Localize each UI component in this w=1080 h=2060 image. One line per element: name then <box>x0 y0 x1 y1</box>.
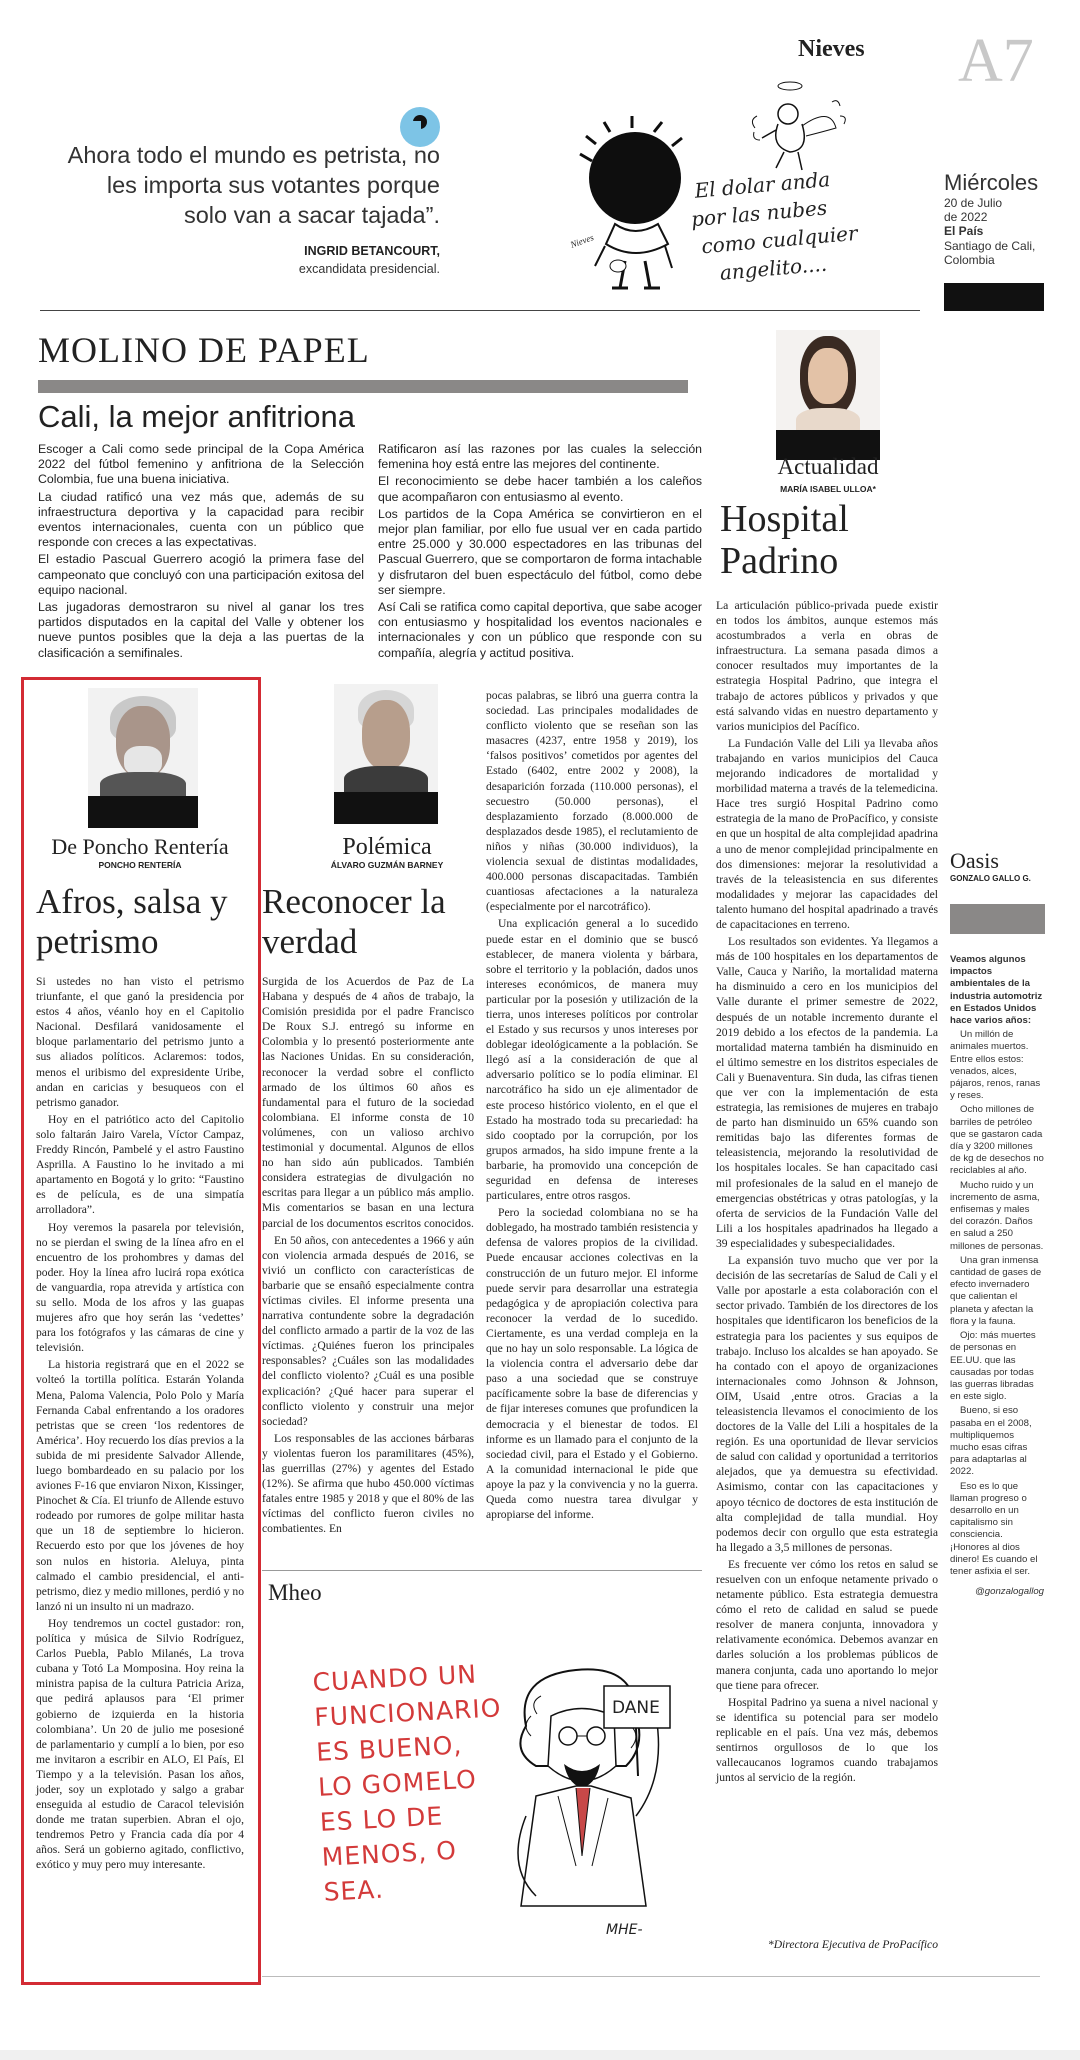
renteria-author: PONCHO RENTERÍA <box>98 860 182 870</box>
barney-column-name: Polémica <box>342 834 432 860</box>
dateline-black-bar <box>944 283 1044 311</box>
ulloa-author: MARÍA ISABEL ULLOA* <box>780 484 876 494</box>
oasis-item: Bueno, si eso pasaba en el 2008, multipliquemos mucho esas cifras para adaptarlas al 2022. <box>950 1405 1032 1478</box>
oasis-column-name: Oasis <box>950 848 999 873</box>
paragraph: La expansión tuvo mucho que ver por la decisión de las secretarías de Salud de Cali y el Valle por apostarle a esta colaboración con el sector privado. También de los directores de los hospitales que identificaron los beneficios de la estrategia para los pacientes y sus equipos de trabajo. Incluso los alcaldes se han apoyado. Se ha contado con el apoyo de organizaciones internacionales como Johnson & Johnson, OIM, Usaid ,entre otros. Gracias a la teleasistencia llevamos el conocimiento de los doctores de la Valle del Lili a hospitales de la región. Es una oportunidad de llevar servicios de salud con calidad y oportunidad a territorios alejados, que ya demuestra su efectividad. Asimismo, contar con las capacitaciones y apoyo técnico de doctores de esta institución de alta complejidad de talla mundial. Hoy podemos decir con orgullo que esta estrategia ha llegado a 3,5 millones de personas. <box>716 1254 938 1554</box>
handwriting-line: ES LO DE <box>319 1801 444 1837</box>
header-quote: Ahora todo el mundo es petrista, no les importa sus votantes porque solo van a sacar tajada”. <box>67 142 440 228</box>
paragraph: La articulación público-privada puede existir en todos los ámbitos, aunque estemos más acostumbrados a verla en obras de infraestructura. La semana pasada dimos a conocer resultados muy importantes de la estrategia Hospital Padrino, que integra el trabajo de actores públicos y privados y que está salvando vidas en nuestro departamento y varios municipios del Pacífico. <box>716 599 938 733</box>
paragraph: Hoy tendremos un coctel gustador: ron, política y música de Silvio Rodríguez, Carlos Puebla, Pablo Milanés, La trova cubana y Totó La Momposina. Hoy reina la ministra papisa de la cultura Patricia Ariza, que pedirá aplausos para ‘El primer gobierno de izquierda en la historia colombiana’. Un 20 de julio me posesioné de parlamentario y cumplí a lo bien, por eso me invitaron a escribir en ALO, El País, El Tiempo y a la televisión. Pasan los años, joder, soy un explotado y salgo a grabar enseguida al estudio de Caracol televisión donde me tratan superbien. Abran el ojo, tendremos Petro y Francia cada día por 4 años. Será un gobierno agitado, conflictivo, exótico y muy pero muy interesante. <box>36 1616 244 1872</box>
paragraph: Las jugadoras demostraron su nivel al ganar los tres partidos disputados en la capital del Valle y obtener los nueve puntos posibles que la deja a las puertas de la clasificación a semifinales. <box>38 600 364 660</box>
cartoon-line: por las nubes <box>690 195 828 232</box>
paragraph: Hoy veremos la pasarela por televisión, no se pierdan el swing de la línea afro en el encuentro de los prohombres y damas del poder. Hoy la línea afro lucirá ropa exótica de vanguardia, ropa atrevida y artística con su sello. Moda de los afros y las guapas mujeres afro que hoy serán las ‘vedettes’ para los fotógrafos y las cámaras de cine y televisión. <box>36 1220 244 1355</box>
paragraph: Una explicación general a lo sucedido puede estar en el dominio que se buscó establecer, de manera violenta y bárbara, sobre el territorio y la población, dados unos intereses económicos, de manera muy particular por la posesión y utilización de la tierra, unos intereses políticos por controlar el Estado y sus recursos y unos intereses por doblegar ideológicamente a la población. Se llegó así a la consideración de que al adversario político se lo podía eliminar. El narcotráfico ha sido un eje alimentador de este proceso histórico violento, en el que el Estado ha mostrado toda su precariedad: ha sido cooptado por la corrupción, por los grupos armados, ha sido impune frente a la barbarie, ha promovido una concepción de seguridad en defensa de intereses particulares, entre otros rasgos. <box>486 917 698 1203</box>
dateline-city: Santiago de Cali, <box>944 239 1036 253</box>
paragraph: Hoy en el patriótico acto del Capitolio solo faltarán Jairo Varela, Víctor Campaz, Freddy Rincón, Pambelé y el astro Faustino Asprilla. A Faustino lo he invitado a mi apartamento en Bogotá y lo grito: “Faustino es de película, es de una simpatía arrolladora”. <box>36 1112 244 1217</box>
paragraph: Los responsables de las acciones bárbaras y violentas fueron los paramilitares (45%), las guerrillas (27%) y agentes del Estado (12%). Se afirma que hubo 450.000 víctimas fatales entre 1985 y 2018 y que el 80% de las víctimas del conflicto fueron civiles no combatientes. En <box>262 1431 474 1536</box>
oasis-item: Eso es lo que llaman progreso o desarrollo en un capitalismo sin consciencia. ¡Honores al dios dinero! Es cuando el tener asfixia el ser. <box>950 1480 1038 1577</box>
handwriting-line: SEA. <box>322 1874 385 1907</box>
paragraph: Si ustedes no han visto el petrismo triunfante, el que ganó la presidencia por estos 4 años, véanlo hoy en el Capitolio Nacional. Desfilará vanidosamente el bloque parlamentario del petrismo junto a sus aliados políticos. Aclaremos: todos, menos el uribismo del expresidente Uribe, andan en caricias y besuqueos con el petrismo ganador. <box>36 975 244 1109</box>
dateline-date: 20 de Julio <box>944 196 1003 210</box>
mheo-cartoon <box>496 1656 726 1956</box>
paragraph: Ratificaron así las razones por las cuales la selección femenina hoy está entre las mejores del continente. <box>378 442 702 472</box>
dateline-paper: El País <box>944 224 984 238</box>
barney-photo <box>334 684 438 824</box>
dateline-country: Colombia <box>944 253 995 267</box>
ulloa-headline: Hospital Padrino <box>720 498 849 582</box>
oasis-item: Un millón de animales muertos. Entre ellos estos: venados, alces, pájaros, renos, ranas y reses. <box>950 1029 1041 1102</box>
oasis-item: Ojo: más muertes de personas en EE.UU. que las causadas por todas las guerras libradas en este siglo. <box>950 1330 1036 1403</box>
page-bottom-strip <box>0 2050 1080 2060</box>
handwriting-line: LO GOMELO <box>317 1764 478 1802</box>
paragraph: Surgida de los Acuerdos de Paz de La Habana y después de 4 años de trabajo, la Comisión presidida por el padre Francisco De Roux S.J. entregó su informe en Colombia y lo presentó posteriormente ante las Naciones Unidas. En su consideración, reconocer la verdad sobre el conflicto armado de los últimos 60 años es fundamental para el futuro de la sociedad colombiana. El informe consta de 10 volúmenes, con un valioso archivo testimonial y documental. Algunos de ellos no han sido aún publicados. También considera estrategias de divulgación no escritas para llegar a un público más amplio. Mis comentarios se basan en una lectura parcial de los documentos escritos conocidos. <box>262 975 474 1230</box>
cartoon-line: El dolar anda <box>693 166 832 203</box>
molino-headline: Cali, la mejor anfitriona <box>38 399 356 434</box>
paragraph: Los partidos de la Copa América se convirtieron en el mejor plan familiar, por ello fue usual ver en cada partido entre 25.000 y 30.000 espectadores en las tribunas del Pascual Guerrero, que se comportaron de forma intachable y disfrutaron del buen espectáculo del fútbol, como debe ser siempre. <box>378 506 702 597</box>
paragraph: El reconocimiento se debe hacer también a los caleños que acompañaron con entusiasmo al evento. <box>378 474 702 504</box>
molino-gray-bar <box>38 380 688 393</box>
mheo-handwriting <box>312 1655 512 1909</box>
molino-column-2 <box>378 442 702 663</box>
paragraph: En 50 años, con antecedentes a 1966 y aún con violencia armada después de 2016, se vivió un conflicto con características de barbarie que se ensañó especialmente contra víctimas civiles. El informe presenta una narrativa contundente sobre la degradación del conflicto armado a partir de la voz de las víctimas. ¿Quiénes fueron los principales responsables? ¿Cuáles son las modalidades del conflicto violento? ¿Cuál es una posible explicación? ¿Qué hacer para superar el conflicto violento y construir una mejor sociedad? <box>262 1233 474 1428</box>
dateline-weekday: Miércoles <box>944 170 1039 195</box>
paragraph: Es frecuente ver cómo los retos en salud se resuelven con un enfoque netamente privado o netamente público. Esta estrategia demuestra cómo el reto de calidad en salud se puede resolver de manera conjunta, innovadora y relativamente económica. Debemos avanzar en darles solución a los problemas públicos de manera conjunta, cada uno aportando lo mejor que tiene para ofrecer. <box>716 1557 938 1692</box>
section-label: Nieves <box>798 36 865 62</box>
mheo-sign-text: DANE <box>612 1698 660 1718</box>
cartoon-signature: Nieves <box>569 232 595 250</box>
barney-headline: Reconocer la verdad <box>262 882 446 961</box>
oasis-author: GONZALO GALLO G. <box>950 874 1031 883</box>
header-divider <box>40 310 920 311</box>
page-number: A7 <box>958 27 1034 95</box>
oasis-gray-bar <box>950 904 1045 934</box>
handwriting-line: FUNCIONARIO <box>313 1693 503 1732</box>
oasis-body <box>950 954 1044 1598</box>
paragraph: pocas palabras, se libró una guerra contra la sociedad. Las principales modalidades de conflicto violento que se reseñan son las masacres (4237, entre 1958 y 2019), los ‘falsos positivos’ cometidos por agentes del Estado (6402, entre 2002 y 2008), la desaparición forzada (110.000 personas), el secuestro (50.000 personas), el desplazamiento forzado (8.000.000 de desplazados desde 1985), el reclutamiento de niños y niñas (30.000 individuos), la violencia sexual de distintas modalidades, 400.000 personas discapacitadas. También cuantiosas afectaciones a la naturaleza (especialmente por el narcotráfico). <box>486 689 698 914</box>
dateline-year: de 2022 <box>944 210 988 224</box>
renteria-column-name: De Poncho Rentería <box>51 834 229 859</box>
cartoon-line: como cualquier <box>700 220 859 259</box>
oasis-item: Ocho millones de barriles de petróleo que se gastaron cada día y 3200 millones de kg de desechos no reciclables al año. <box>950 1104 1044 1177</box>
handwriting-line: ES BUENO, <box>315 1730 464 1767</box>
footer-divider <box>262 1976 1040 1977</box>
barney-body-column-2 <box>486 688 698 1524</box>
mheo-signature: MHE- <box>606 1922 643 1938</box>
paragraph: Los resultados son evidentes. Ya llegamos a más de 100 hospitales en los departamentos de Valle, Cauca y Nariño, la mortalidad materna ha disminuido a cero en los municipios del Valle durante el primer semestre de 2022, después de un notable incremento durante el 2019 debido a los efectos de la pandemia. La mortalidad materna también ha disminuido en el último semestre en los distritos especiales de Cali y Buenaventura. Sin duda, las cifras tienen que ver con la implementación de esta estrategia, las remisiones de mujeres en trabajo de parto han disminuido un 65% cuando son remitidas bajo las diferentes formas de teleasistencia, mejorando la resolutividad de los hospitales locales. Se han capacitado casi mil profesionales de la salud en el manejo de emergencias obstétricas y otras patologías, y la oferta de servicios de la Fundación Valle del Lili a los hospitales apadrinados ha llegado a 39 especialidades y subespecialidades. <box>716 935 938 1250</box>
paragraph: Así Cali se ratifica como capital deportiva, que sabe acoger con entusiasmo y hospitalidad los eventos nacionales e internacionales y con un público que responde con su compañía, alegría y actitud positiva. <box>378 600 702 660</box>
oasis-item: Una gran inmensa cantidad de gases de efecto invernadero que calientan el planeta y afectan la flora y la fauna. <box>950 1254 1042 1327</box>
quote-author-role: excandidata presidencial. <box>298 262 440 276</box>
renteria-photo <box>88 688 198 828</box>
ulloa-footnote: *Directora Ejecutiva de ProPacífico <box>767 1938 938 1951</box>
oasis-intro: Veamos algunos impactos ambientales de la industria automotriz en Estados Unidos hace varios años: <box>950 954 1043 1027</box>
cartoon-caption <box>687 163 861 289</box>
oasis-handle: @gonzalogallog <box>975 1586 1044 1598</box>
cartoon-man-icon <box>496 1656 726 1956</box>
renteria-headline: Afros, salsa y petrismo <box>36 882 228 961</box>
quote-author: INGRID BETANCOURT, <box>304 244 440 258</box>
ulloa-photo <box>776 330 880 460</box>
barney-author: ÁLVARO GUZMÁN BARNEY <box>330 860 444 870</box>
barney-body-column-1 <box>262 974 474 1538</box>
paragraph: Pero la sociedad colombiana no se ha doblegado, ha mostrado también resistencia y defensa de valores propios de la civilidad. Puede encausar acciones colectivas en la construcción de un futuro mejor. El informe puede servir para desarrollar una estrategia pedagógica y de apropiación colectiva para reconocer la verdad de lo sucedido. Ciertamente, es una verdad compleja en la que no hay un solo responsable. La lógica de la violencia contra el adversario debe dar paso a una sociedad que se construye pacíficamente sobre la base de diferencias y de fijar intereses comunes que profundicen la democracia y el bienestar de todos. El informe es un llamado para el conjunto de la sociedad civil, para el Estado y el Gobierno. A la comunidad internacional le pide que apoye la paz y la convivencia y no la guerra. Queda como nuestra tarea divulgar y apropiarse del informe. <box>486 1206 698 1522</box>
molino-section-title: MOLINO DE PAPEL <box>38 330 370 370</box>
renteria-body <box>36 974 244 1875</box>
cartoon-line: angelito.... <box>718 251 828 285</box>
molino-column-1 <box>38 442 364 663</box>
ulloa-column-name: Actualidad <box>777 454 879 479</box>
mheo-section-title: Mheo <box>268 1580 322 1605</box>
paragraph: Hospital Padrino ya suena a nivel nacional y se identifica su potencial para ser modelo replicable en el país. Una vez más, debemos sentirnos orgullosos de lo que los vallecaucanos logramos cuando trabajamos juntos al servicio de la región. <box>716 1695 938 1785</box>
paragraph: El estadio Pascual Guerrero acogió la primera fase del campeonato que concluyó con una participación exitosa del equipo nacional. <box>38 552 364 597</box>
ulloa-body <box>716 598 938 1787</box>
paragraph: Escoger a Cali como sede principal de la Copa América 2022 del fútbol femenino y anfitriona de la Selección Colombia, fue una buena iniciativa. <box>38 442 364 487</box>
handwriting-line: CUANDO UN <box>311 1659 478 1698</box>
handwriting-line: MENOS, O <box>321 1835 458 1872</box>
paragraph: La historia registrará que en el 2022 se volteó la tortilla política. Estarán Yolanda Mena, Paloma Valencia, Polo Polo y María Fernanda Cabal enfrentando a los oradores petristas que se creen ‘los redentores de América’. Hoy recuerdo los días previos a la subida de mi presidente Salvador Allende, luego bombardeado en su palacio por los aviones F-16 que enviaron Nixon, Kissinger, Pinochet & Cía. El triunfo de Allende estuvo rodeado por rumores de golpe militar hasta que un 18 de septiembre lo hicieron. Recuerdo esto por que los jóvenes de hoy son nulos en historia. Aleluya, pinta calmado el cambio presidencial, el anti-petrismo, diez y medio millones, perdió y no lanzó ni un insulto ni un madrazo. <box>36 1358 245 1613</box>
mheo-divider <box>262 1570 702 1571</box>
paragraph: La Fundación Valle del Lili ya llevaba años trabajando en varios municipios del Cauca mejorando indicadores de mortalidad y morbilidad materna a través de la telemedicina. Hace tres surgió Hospital Padrino como estrategia de la mano de ProPacífico, y consiste en que un hospital de alta complejidad apadrina a uno de menor complejidad principalmente en dos dimensiones: mejorar la resolutividad a través de la teleasistencia en sus diferentes modalidades y mejorar las capacidades del talento humano del hospital apadrinado a través de capacitaciones en terreno. <box>716 736 938 931</box>
oasis-item: Mucho ruido y un incremento de asma, enfisemas y males del corazón. Daños en salud a 250 millones de personas. <box>950 1179 1044 1252</box>
dateline <box>944 170 1074 267</box>
paragraph: La ciudad ratificó una vez más que, además de su infraestructura deportiva y la capacidad para recibir eventos internacionales, cuenta con un público que responde con creces a las expectativas. <box>38 489 364 550</box>
